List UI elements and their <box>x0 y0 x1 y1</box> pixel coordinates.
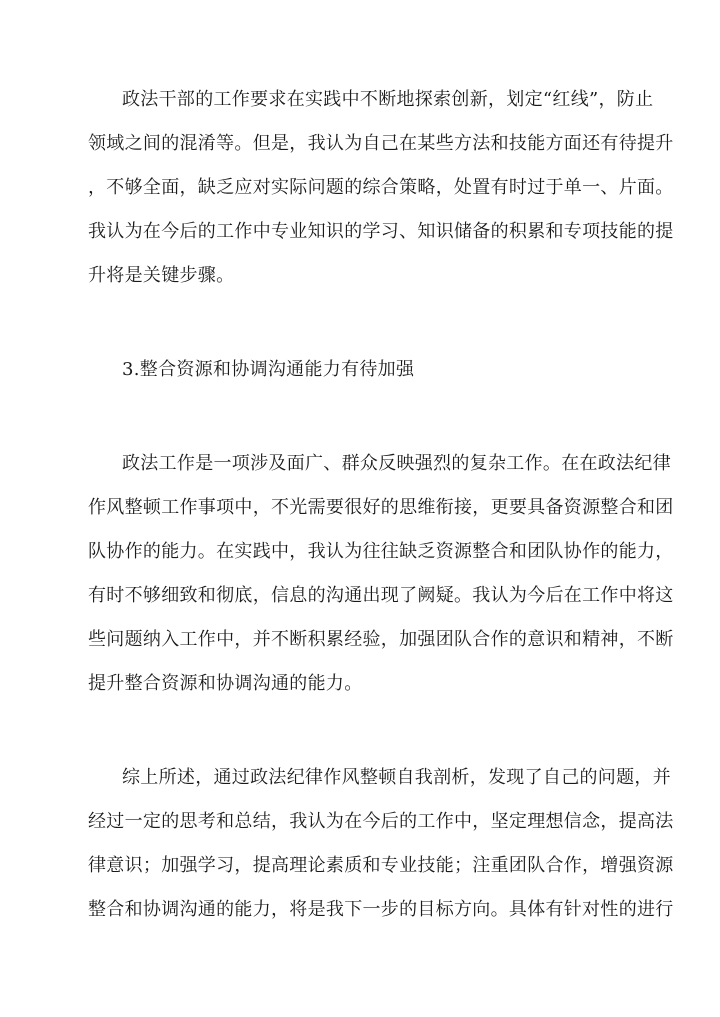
paragraph-1-line-5: 升将是关键步骤。 <box>88 265 235 286</box>
paragraph-2-line-1: 政法工作是一项涉及面广、群众反映强烈的复杂工作。在在政法纪律 <box>122 453 671 474</box>
paragraph-1-line-1: 政法干部的工作要求在实践中不断地探索创新，划定“红线”，防止 <box>122 89 654 110</box>
paragraph-1-line-3: ，不够全面，缺乏应对实际问题的综合策略，处置有时过于单一、片面。 <box>88 177 674 198</box>
paragraph-2-line-4: 有时不够细致和彻底，信息的沟通出现了阙疑。我认为今后在工作中将这 <box>88 585 674 606</box>
paragraph-2-line-2: 作风整顿工作事项中，不光需要很好的思维衔接，更要具备资源整合和团 <box>88 497 674 518</box>
paragraph-1-line-4: 我认为在今后的工作中专业知识的学习、知识储备的积累和专项技能的提 <box>88 221 674 242</box>
section-heading-3: 3.整合资源和协调沟通能力有待加强 <box>122 359 415 380</box>
paragraph-3-line-4: 整合和协调沟通的能力，将是我下一步的目标方向。具体有针对性的进行 <box>88 899 674 920</box>
paragraph-3-line-3: 律意识；加强学习，提高理论素质和专业技能；注重团队合作，增强资源 <box>88 855 674 876</box>
paragraph-2-line-6: 提升整合资源和协调沟通的能力。 <box>88 673 363 694</box>
paragraph-2-line-5: 些问题纳入工作中，并不断积累经验，加强团队合作的意识和精神，不断 <box>88 629 674 650</box>
paragraph-2-line-3: 队协作的能力。在实践中，我认为往往缺乏资源整合和团队协作的能力， <box>88 541 674 562</box>
paragraph-3-line-2: 经过一定的思考和总结，我认为在今后的工作中，坚定理想信念，提高法 <box>88 811 674 832</box>
paragraph-3-line-1: 综上所述，通过政法纪律作风整顿自我剖析，发现了自己的问题，并 <box>122 767 671 788</box>
paragraph-1-line-2: 领域之间的混淆等。但是，我认为自己在某些方法和技能方面还有待提升 <box>88 133 674 154</box>
